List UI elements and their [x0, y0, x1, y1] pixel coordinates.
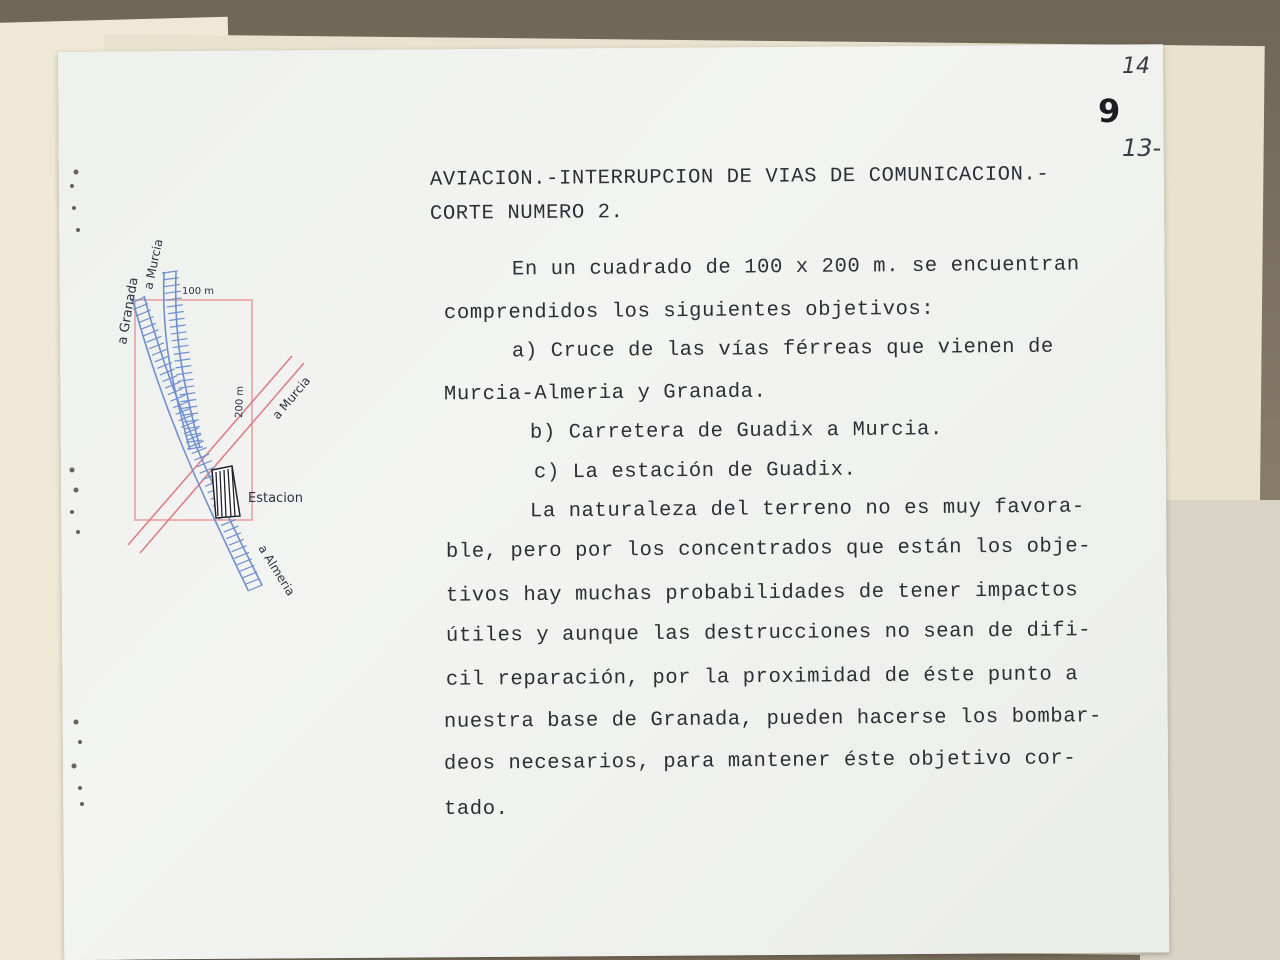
railway-tie — [240, 565, 255, 571]
railway-tie — [245, 578, 260, 584]
railway-ties — [131, 297, 263, 591]
body-line: útiles y aunque las destrucciones no sean de difi- — [445, 619, 1092, 648]
body-line: deos necesarios, para mantener éste objetivo cor- — [443, 747, 1077, 776]
railway-tie — [173, 345, 189, 347]
railway-tie — [182, 413, 198, 415]
document-heading-line2: CORTE NUMERO 2. — [429, 201, 624, 226]
label-estacion: Estacion — [248, 491, 304, 506]
label-200m: 200 m — [234, 385, 247, 419]
railway-tie — [149, 343, 164, 349]
body-line: c) La estación de Guadix. — [533, 458, 857, 485]
label-100m: 100 m — [182, 286, 215, 297]
label-granada: a Granada — [115, 276, 142, 346]
margin-marks — [70, 170, 85, 807]
body-line: Murcia-Almeria y Granada. — [443, 380, 767, 407]
body-line: En un cuadrado de 100 x 200 m. se encuentran — [511, 253, 1080, 282]
label-murcia-top: a Murcia — [141, 237, 166, 291]
railway-tie — [174, 352, 190, 354]
page-number-bottom: 13- — [1122, 134, 1162, 162]
document-heading-line1: AVIACION.-INTERRUPCION DE VIAS DE COMUNICACION.- — [429, 163, 1050, 192]
station-block — [212, 466, 240, 518]
railway-tie — [152, 349, 167, 355]
railway-tie — [144, 330, 159, 336]
railway-tie — [165, 291, 181, 293]
body-line: cil reparación, por la proximidad de éste punto a — [445, 663, 1079, 692]
label-almeria: a Almeria — [255, 542, 298, 599]
railway-tie — [177, 379, 193, 381]
railway-tie — [242, 572, 257, 578]
body-line: nuestra base de Granada, pueden hacerse los bombar- — [443, 705, 1103, 734]
body-line: comprendidos los siguientes objetivos: — [443, 297, 935, 326]
railway-tie — [167, 305, 183, 307]
body-line: tado. — [444, 798, 509, 821]
railway-murcia — [164, 272, 200, 450]
page-number-top: 14 — [1122, 54, 1150, 79]
body-line: b) Carretera de Guadix a Murcia. — [529, 418, 943, 445]
label-murcia-road: a Murcia — [269, 373, 314, 422]
railway-tie — [248, 585, 263, 591]
page-number-middle: 9 — [1098, 92, 1121, 130]
body-line: ble, pero por los concentrados que están los obje- — [445, 535, 1092, 564]
railway-tie — [172, 339, 188, 341]
railway-tie — [164, 284, 180, 286]
railway-tie — [175, 359, 191, 361]
railway-tie — [147, 336, 162, 342]
railway-tie — [224, 526, 239, 532]
railway-tie — [176, 366, 192, 368]
body-line: a) Cruce de las vías férreas que vienen de — [511, 335, 1054, 364]
railway-tie — [171, 332, 187, 334]
railway-tie — [177, 372, 193, 374]
body-line: La naturaleza del terreno no es muy favora- — [529, 495, 1085, 524]
body-line: tivos hay muchas probabilidades de tener impactos — [445, 579, 1079, 608]
